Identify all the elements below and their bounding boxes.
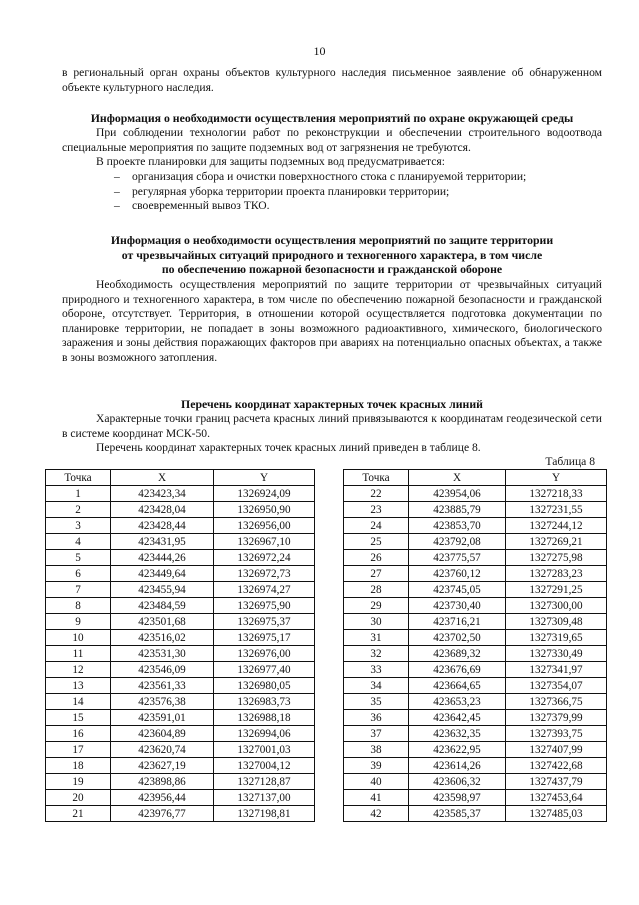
table-cell-x: 423620,74 [111,742,214,758]
table-cell-x: 423444,26 [111,550,214,566]
table-cell-x: 423853,70 [409,518,506,534]
table-cell-x: 423976,77 [111,806,214,822]
table-cell-x: 423484,59 [111,598,214,614]
table-cell-point: 40 [344,774,409,790]
page-number: 10 [313,44,326,58]
table-cell-x: 423898,86 [111,774,214,790]
table-row [46,710,315,726]
table-cell-y: 1327275,98 [506,550,607,566]
table-cell-x: 423591,01 [111,710,214,726]
table-row [46,726,315,742]
table-row [344,678,607,694]
table-cell-point: 16 [46,726,111,742]
table-cell-point: 12 [46,662,111,678]
table-cell-point: 36 [344,710,409,726]
table-row [344,566,607,582]
emergency-heading-line-2: от чрезвычайных ситуаций природного и техногенного характера, в том числе [121,247,543,262]
table-row [344,598,607,614]
table-row [344,614,607,630]
table-row [344,806,607,822]
table-cell-y: 1327198,81 [214,806,315,822]
table-cell-x: 423449,64 [111,566,214,582]
table-cell-y: 1327001,03 [214,742,315,758]
table-row [344,518,607,534]
table-cell-point: 13 [46,678,111,694]
table-row [46,790,315,806]
table-cell-y: 1327231,55 [506,502,607,518]
table-row [46,646,315,662]
table-cell-y: 1327379,99 [506,710,607,726]
table-cell-y: 1327437,79 [506,774,607,790]
table-cell-point: 5 [46,550,111,566]
table-cell-y: 1326967,10 [214,534,315,550]
table-cell-point: 31 [344,630,409,646]
table-cell-point: 39 [344,758,409,774]
table-cell-x: 423632,35 [409,726,506,742]
table-cell-x: 423954,06 [409,486,506,502]
table-cell-point: 14 [46,694,111,710]
table-cell-x: 423792,08 [409,534,506,550]
table-row [344,790,607,806]
table-cell-y: 1326956,00 [214,518,315,534]
table-cell-x: 423516,02 [111,630,214,646]
table-row [344,758,607,774]
table-row [46,678,315,694]
table-cell-y: 1327393,75 [506,726,607,742]
table-cell-y: 1327309,48 [506,614,607,630]
column-header-point: Точка [46,470,111,486]
table-cell-y: 1327291,25 [506,582,607,598]
table-cell-y: 1326975,17 [214,630,315,646]
table-cell-point: 30 [344,614,409,630]
table-row [344,646,607,662]
table-cell-y: 1327485,03 [506,806,607,822]
table-cell-point: 15 [46,710,111,726]
table-cell-x: 423606,32 [409,774,506,790]
table-cell-point: 42 [344,806,409,822]
table-cell-x: 423716,21 [409,614,506,630]
table-cell-y: 1326972,73 [214,566,315,582]
table-cell-x: 423455,94 [111,582,214,598]
table-cell-point: 34 [344,678,409,694]
table-cell-x: 423730,40 [409,598,506,614]
table-cell-point: 27 [344,566,409,582]
table-cell-x: 423614,26 [409,758,506,774]
table-cell-x: 423604,89 [111,726,214,742]
table-row [344,662,607,678]
table-cell-point: 29 [344,598,409,614]
table-cell-point: 7 [46,582,111,598]
table-row [46,614,315,630]
table-cell-x: 423428,04 [111,502,214,518]
table-cell-y: 1327354,07 [506,678,607,694]
table-cell-y: 1327137,00 [214,790,315,806]
table-cell-point: 35 [344,694,409,710]
table-cell-x: 423576,38 [111,694,214,710]
table-row [344,694,607,710]
table-row [46,758,315,774]
table-cell-x: 423760,12 [409,566,506,582]
table-row [344,550,607,566]
table-row [46,486,315,502]
table-cell-y: 1327422,68 [506,758,607,774]
env-paragraph-1: При соблюдении технологии работ по реконструкции и обеспечении строительного водоотвода специальные мероприятия по защите подземных вод от загрязнения не требуются. [62,126,602,154]
table-cell-x: 423561,33 [111,678,214,694]
table-row [46,566,315,582]
table-cell-y: 1326988,18 [214,710,315,726]
table-cell-y: 1326974,27 [214,582,315,598]
table-cell-x: 423598,97 [409,790,506,806]
table-cell-y: 1327004,12 [214,758,315,774]
coords-section-heading: Перечень координат характерных точек красных линий [181,397,483,411]
table-header-row [344,470,607,486]
table-cell-point: 23 [344,502,409,518]
table-cell-y: 1327244,12 [506,518,607,534]
table-cell-x: 423956,44 [111,790,214,806]
table-cell-x: 423702,50 [409,630,506,646]
table-cell-point: 2 [46,502,111,518]
table-cell-x: 423676,69 [409,662,506,678]
table-row [344,630,607,646]
table-cell-y: 1326994,06 [214,726,315,742]
table-cell-y: 1327269,21 [506,534,607,550]
table-cell-y: 1326924,09 [214,486,315,502]
table-row [46,774,315,790]
column-header-point: Точка [344,470,409,486]
table-cell-point: 37 [344,726,409,742]
table-cell-x: 423642,45 [409,710,506,726]
emergency-paragraph: Необходимость осуществления мероприятий по защите территории от чрезвычайных ситуаций природного и техногенного характера, в том числе по обеспечению пожарной безопасности и гражданской обороне, отсутствует. Территория, в отношении которой осуществляется подготовка документации по планировке территории, не попадает в зоны возможного радиоактивного, химического, биологического заражения и зоны действия поражающих факторов при авариях на потенциально опасных объектах, а также в зоны возможного затопления. [62,278,602,364]
emergency-heading-line-3: по обеспечению пожарной безопасности и гражданской обороне [161,262,503,277]
table-cell-x: 423546,09 [111,662,214,678]
table-cell-y: 1327300,00 [506,598,607,614]
table-cell-point: 24 [344,518,409,534]
table-row [46,806,315,822]
table-cell-x: 423501,68 [111,614,214,630]
table-row [46,534,315,550]
table-row [344,486,607,502]
coords-table-right [343,469,607,822]
table-cell-point: 10 [46,630,111,646]
list-item: – регулярная уборка территории проекта планировки территории; [114,185,602,200]
table-cell-y: 1327283,23 [506,566,607,582]
table-cell-y: 1326980,05 [214,678,315,694]
table-cell-x: 423428,44 [111,518,214,534]
table-cell-y: 1327319,65 [506,630,607,646]
table-cell-y: 1327341,97 [506,662,607,678]
table-cell-point: 41 [344,790,409,806]
table-cell-x: 423775,57 [409,550,506,566]
table-cell-point: 20 [46,790,111,806]
table-cell-point: 6 [46,566,111,582]
table-cell-y: 1327330,49 [506,646,607,662]
coords-paragraph-1: Характерные точки границ расчета красных линий привязываются к координатам геодезической сети в системе координат МСК-50. [62,412,602,440]
table-cell-point: 22 [344,486,409,502]
table-row [46,550,315,566]
table-cell-point: 3 [46,518,111,534]
column-header-x: X [409,470,506,486]
table-row [46,518,315,534]
list-item: – организация сбора и очистки поверхностного стока с планируемой территории; [114,170,602,185]
table-row [46,582,315,598]
table-cell-point: 28 [344,582,409,598]
table-cell-point: 32 [344,646,409,662]
table-cell-y: 1326972,24 [214,550,315,566]
table-cell-point: 9 [46,614,111,630]
env-section-heading: Информация о необходимости осуществления мероприятий по охране окружающей среды [90,111,574,125]
table-cell-point: 8 [46,598,111,614]
table-row [344,742,607,758]
table-cell-x: 423423,34 [111,486,214,502]
env-paragraph-2: В проекте планировки для защиты подземных вод предусматривается: [96,155,445,168]
table-cell-point: 11 [46,646,111,662]
table-cell-point: 4 [46,534,111,550]
coords-paragraph-2: Перечень координат характерных точек красных линий приведен в таблице 8. [96,441,481,454]
table-cell-point: 25 [344,534,409,550]
table-cell-x: 423431,95 [111,534,214,550]
table-row [344,502,607,518]
table-cell-x: 423653,23 [409,694,506,710]
table-cell-x: 423664,65 [409,678,506,694]
table-cell-y: 1326976,00 [214,646,315,662]
table-cell-x: 423689,32 [409,646,506,662]
table-cell-y: 1326977,40 [214,662,315,678]
table-row [46,630,315,646]
table-cell-y: 1326975,37 [214,614,315,630]
env-measures-list [62,170,602,214]
table-row [46,662,315,678]
table-row [46,742,315,758]
table-cell-y: 1327128,87 [214,774,315,790]
intro-paragraph: в региональный орган охраны объектов культурного наследия письменное заявление об обнаруженном объекте культурного наследия. [62,66,602,94]
table-row [344,534,607,550]
table-cell-x: 423885,79 [409,502,506,518]
table-cell-x: 423745,05 [409,582,506,598]
table-row [344,726,607,742]
list-item: – своевременный вывоз ТКО. [114,199,602,214]
column-header-y: Y [214,470,315,486]
emergency-section-heading [62,233,602,277]
table-cell-point: 19 [46,774,111,790]
table-header-row [46,470,315,486]
table-cell-x: 423531,30 [111,646,214,662]
table-cell-y: 1327366,75 [506,694,607,710]
table-caption: Таблица 8 [545,455,595,468]
table-cell-y: 1326975,90 [214,598,315,614]
column-header-y: Y [506,470,607,486]
table-row [46,598,315,614]
coords-table-left [45,469,315,822]
table-cell-point: 18 [46,758,111,774]
table-row [344,710,607,726]
table-cell-point: 21 [46,806,111,822]
table-cell-point: 33 [344,662,409,678]
table-cell-point: 17 [46,742,111,758]
table-cell-x: 423585,37 [409,806,506,822]
table-cell-point: 1 [46,486,111,502]
table-cell-y: 1327218,33 [506,486,607,502]
table-cell-point: 26 [344,550,409,566]
column-header-x: X [111,470,214,486]
table-row [46,502,315,518]
table-cell-x: 423627,19 [111,758,214,774]
emergency-heading-line-1: Информация о необходимости осуществления мероприятий по защите территории [110,233,554,247]
table-cell-y: 1327407,99 [506,742,607,758]
table-row [344,582,607,598]
table-cell-y: 1326983,73 [214,694,315,710]
table-row [46,694,315,710]
table-cell-point: 38 [344,742,409,758]
table-cell-y: 1326950,90 [214,502,315,518]
table-row [344,774,607,790]
table-cell-x: 423622,95 [409,742,506,758]
table-cell-y: 1327453,64 [506,790,607,806]
